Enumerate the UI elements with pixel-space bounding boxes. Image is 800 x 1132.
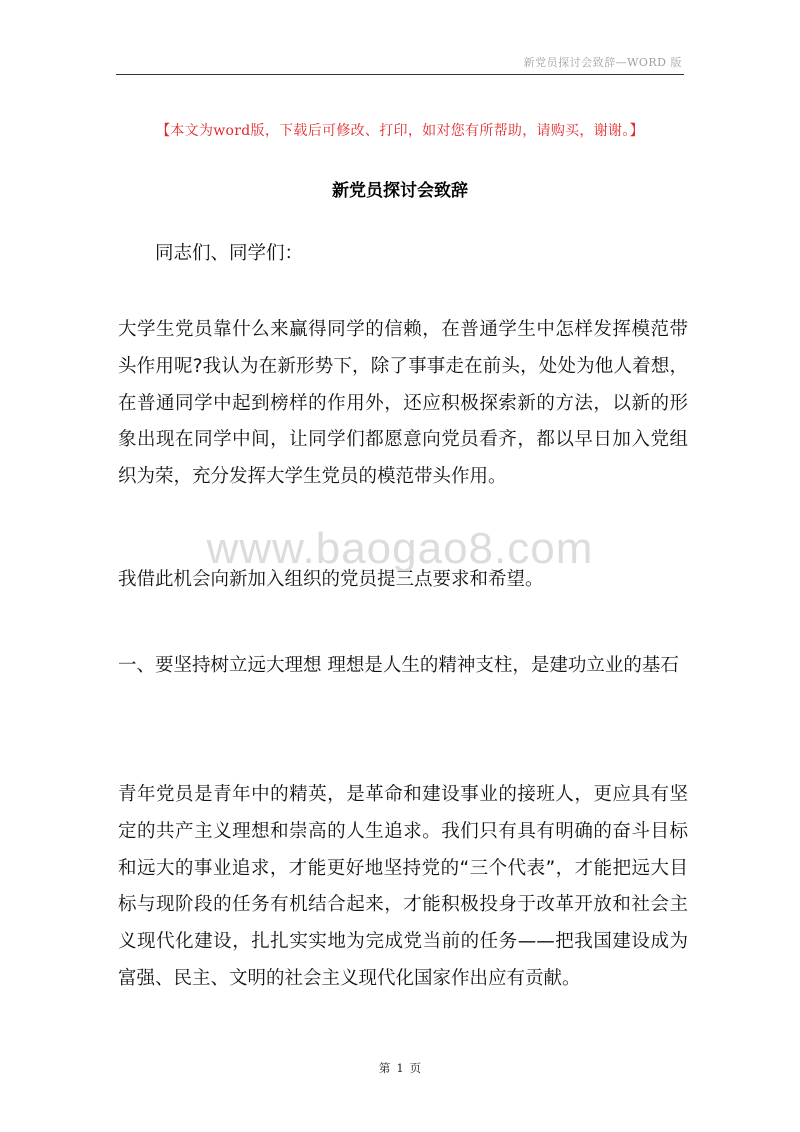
- salutation: 同志们、同学们：: [155, 243, 304, 264]
- page-suffix: 页: [409, 1061, 422, 1075]
- purchase-notice: 【本文为word版，下载后可修改、打印，如对您有所帮助，请购买，谢谢。】: [156, 123, 644, 139]
- page-footer: [0, 1060, 800, 1076]
- paragraph-3: 青年党员是青年中的精英，是革命和建设事业的接班人，更应具有坚定的共产主义理想和崇高的人生追求。我们只有具有明确的奋斗目标和远大的事业追求，才能更好地坚持党的“三个代表”，才能把远大目标与现阶段的任务有机结合起来，才能积极投身于改革开放和社会主义现代化建设，扎扎实实地为完成党当前的任务——把我国建设成为富强、民主、文明的社会主义现代化国家作出应有贡献。: [118, 784, 688, 989]
- page-prefix: 第: [378, 1061, 391, 1075]
- paragraph-1: 大学生党员靠什么来赢得同学的信赖，在普通学生中怎样发挥模范带头作用呢?我认为在新形势下，除了事事走在前头，处处为他人着想，在普通同学中起到榜样的作用外，还应积极探索新的方法，以新的形象出现在同学中间，让同学们都愿意向党员看齐，都以早日加入党组织为荣，充分发挥大学生党员的模范带头作用。: [118, 319, 688, 488]
- running-header: 新党员探讨会致辞—WORD 版: [523, 56, 682, 69]
- document-title: 新党员探讨会致辞: [332, 181, 468, 201]
- watermark: www.baogao8.com: [206, 524, 594, 573]
- section-heading-1: 一、要坚持树立远大理想 理想是人生的精神支柱，是建功立业的基石: [118, 655, 679, 676]
- paragraph-2: 我借此机会向新加入组织的党员提三点要求和希望。: [118, 569, 544, 590]
- header-rule: [116, 74, 684, 75]
- page-number: 1: [396, 1061, 404, 1075]
